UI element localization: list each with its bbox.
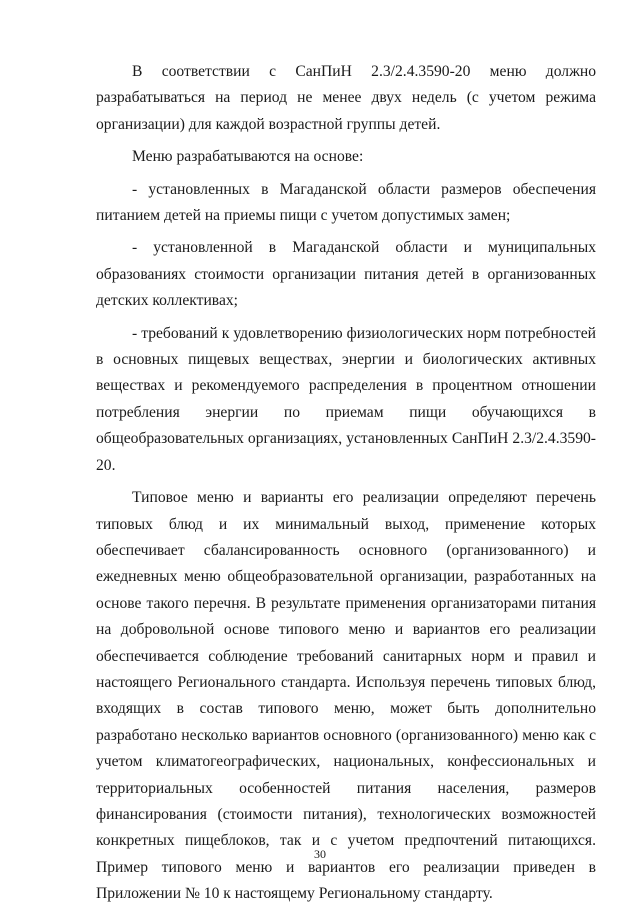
list-item-cost-norms: - установленной в Магаданской области и муниципальных образованиях стоимости организации питания детей в организованных детских коллективах; — [96, 239, 596, 310]
paragraph-menu-basis-intro: Меню разрабатываются на основе: — [132, 148, 364, 166]
list-item-physiological-norms: - требований к удовлетворению физиологических норм потребностей в основных пищевых веществах, энергии и биологических активных веществах и рекомендуемого распределения в процентном отношении потребления энергии по приемам пищи обучающихся в общеобразовательных организациях, установленных СанПиН 2.3/2.4.3590-20. — [96, 324, 596, 474]
page-body — [96, 59, 596, 914]
page-number: 30 — [314, 847, 326, 861]
paragraph-sanpin-menu-period: В соответствии с СанПиН 2.3/2.4.3590-20 меню должно разрабатываться на период не менее двух недель (с учетом режима организации) для каждой возрастной группы детей. — [96, 63, 596, 133]
paragraph-typical-menu: Типовое меню и варианты его реализации определяют перечень типовых блюд и их минимальный выход, применение которых обеспечивает сбалансированность основного (организованного) и ежедневных меню общеобразовательной организации, разработанных на основе такого перечня. В результате применения организаторами питания на добровольной основе типового меню и вариантов его реализации обеспечивается соблюдение требований санитарных норм и правил и настоящего Регионального стандарта. Используя перечень типовых блюд, входящих в состав типового меню, может быть дополнительно разработано несколько вариантов основного (организованного) меню как с учетом климатогеографических, национальных, конфессиональных и территориальных особенностей питания населения, размеров финансирования (стоимости питания), технологических возможностей конкретных пищеблоков, так и с учетом предпочтений питающихся. Пример типового меню и вариантов его реализации приведен в Приложении № 10 к настоящему Региональному стандарту. — [96, 489, 596, 903]
list-item-nutrition-norms: - установленных в Магаданской области размеров обеспечения питанием детей на приемы пищи с учетом допустимых замен; — [96, 180, 596, 225]
